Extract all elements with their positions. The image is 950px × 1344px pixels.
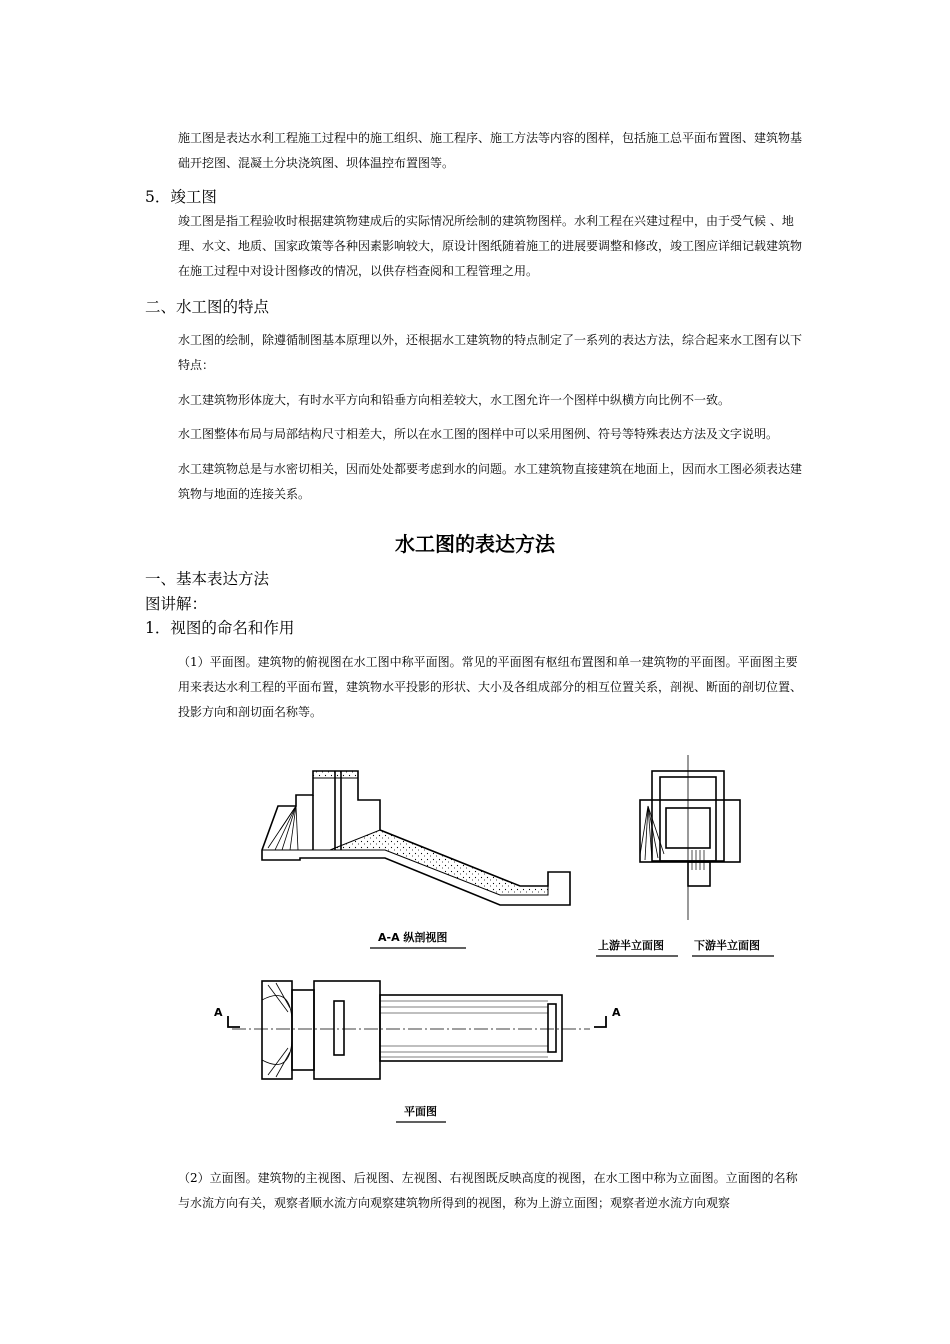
caption-plan-view: 平面图 <box>404 1105 437 1118</box>
heading-basic-methods: 一、基本表达方法 <box>145 570 270 588</box>
caption-section-view: A-A 纵剖视图 <box>378 931 448 944</box>
section-label-a-right: A <box>612 1006 621 1019</box>
paragraph-elevation-view: （2）立面图。建筑物的主视图、后视图、左视图、右视图既反映高度的视图，在水工图中称为立面图。立面图的名称与水流方向有关，观察者顺水流方向观察建筑物所得到的视图，称为上游立面图；观察者逆水流方向观察 <box>178 1171 798 1210</box>
paragraph-features-intro: 水工图的绘制，除遵循制图基本原理以外，还根据水工建筑物的特点制定了一系列的表达方法，综合起来水工图有以下特点： <box>178 333 803 372</box>
section-label-a-left: A <box>214 1006 223 1019</box>
caption-upstream-elevation: 上游半立面图 <box>598 939 664 952</box>
plan-view-drawing <box>228 981 606 1079</box>
heading-figure-explanation: 图讲解： <box>145 595 208 613</box>
heading-view-naming: 1．视图的命名和作用 <box>145 619 295 637</box>
paragraph-plan-view: （1）平面图。建筑物的俯视图在水工图中称平面图。常见的平面图有枢纽布置图和单一建筑物的平面图。平面图主要用来表达水利工程的平面布置，建筑物水平投影的形状、大小及各组成部分的相互位置关系，剖视、断面的剖切位置、投影方向和剖切面名称等。 <box>178 655 803 719</box>
caption-downstream-elevation: 下游半立面图 <box>694 939 760 952</box>
paragraph-feature-2: 水工图整体布局与局部结构尺寸相差大，所以在水工图的图样中可以采用图例、符号等特殊表达方法及文字说明。 <box>178 427 779 441</box>
heading-completion-drawing: 5．竣工图 <box>145 188 217 206</box>
elevation-view-drawing <box>640 755 740 920</box>
paragraph-feature-3: 水工建筑物总是与水密切相关，因而处处都要考虑到水的问题。水工建筑物直接建筑在地面上，因而水工图必须表达建筑物与地面的连接关系。 <box>178 462 803 501</box>
paragraph-construction-drawing: 施工图是表达水利工程施工过程中的施工组织、施工程序、施工方法等内容的图样，包括施工总平面布置图、建筑物基础开挖图、混凝土分块浇筑图、坝体温控布置图等。 <box>178 131 803 170</box>
heading-features: 二、水工图的特点 <box>145 298 270 316</box>
section-title: 水工图的表达方法 <box>395 532 555 556</box>
paragraph-feature-1: 水工建筑物形体庞大，有时水平方向和铅垂方向相差较大，水工图允许一个图样中纵横方向比例不一致。 <box>178 393 731 407</box>
paragraph-completion-drawing: 竣工图是指工程验收时根据建筑物建成后的实际情况所绘制的建筑物图样。水利工程在兴建过程中，由于受气候 、地理、水文、地质、国家政策等各种因素影响较大，原设计图纸随着施工的进展要调整和修改，竣工图应详细记载建筑物在施工过程中对设计图修改的情况，以供存档查阅和工程管理之用。 <box>178 214 803 278</box>
section-view-drawing <box>262 771 570 905</box>
